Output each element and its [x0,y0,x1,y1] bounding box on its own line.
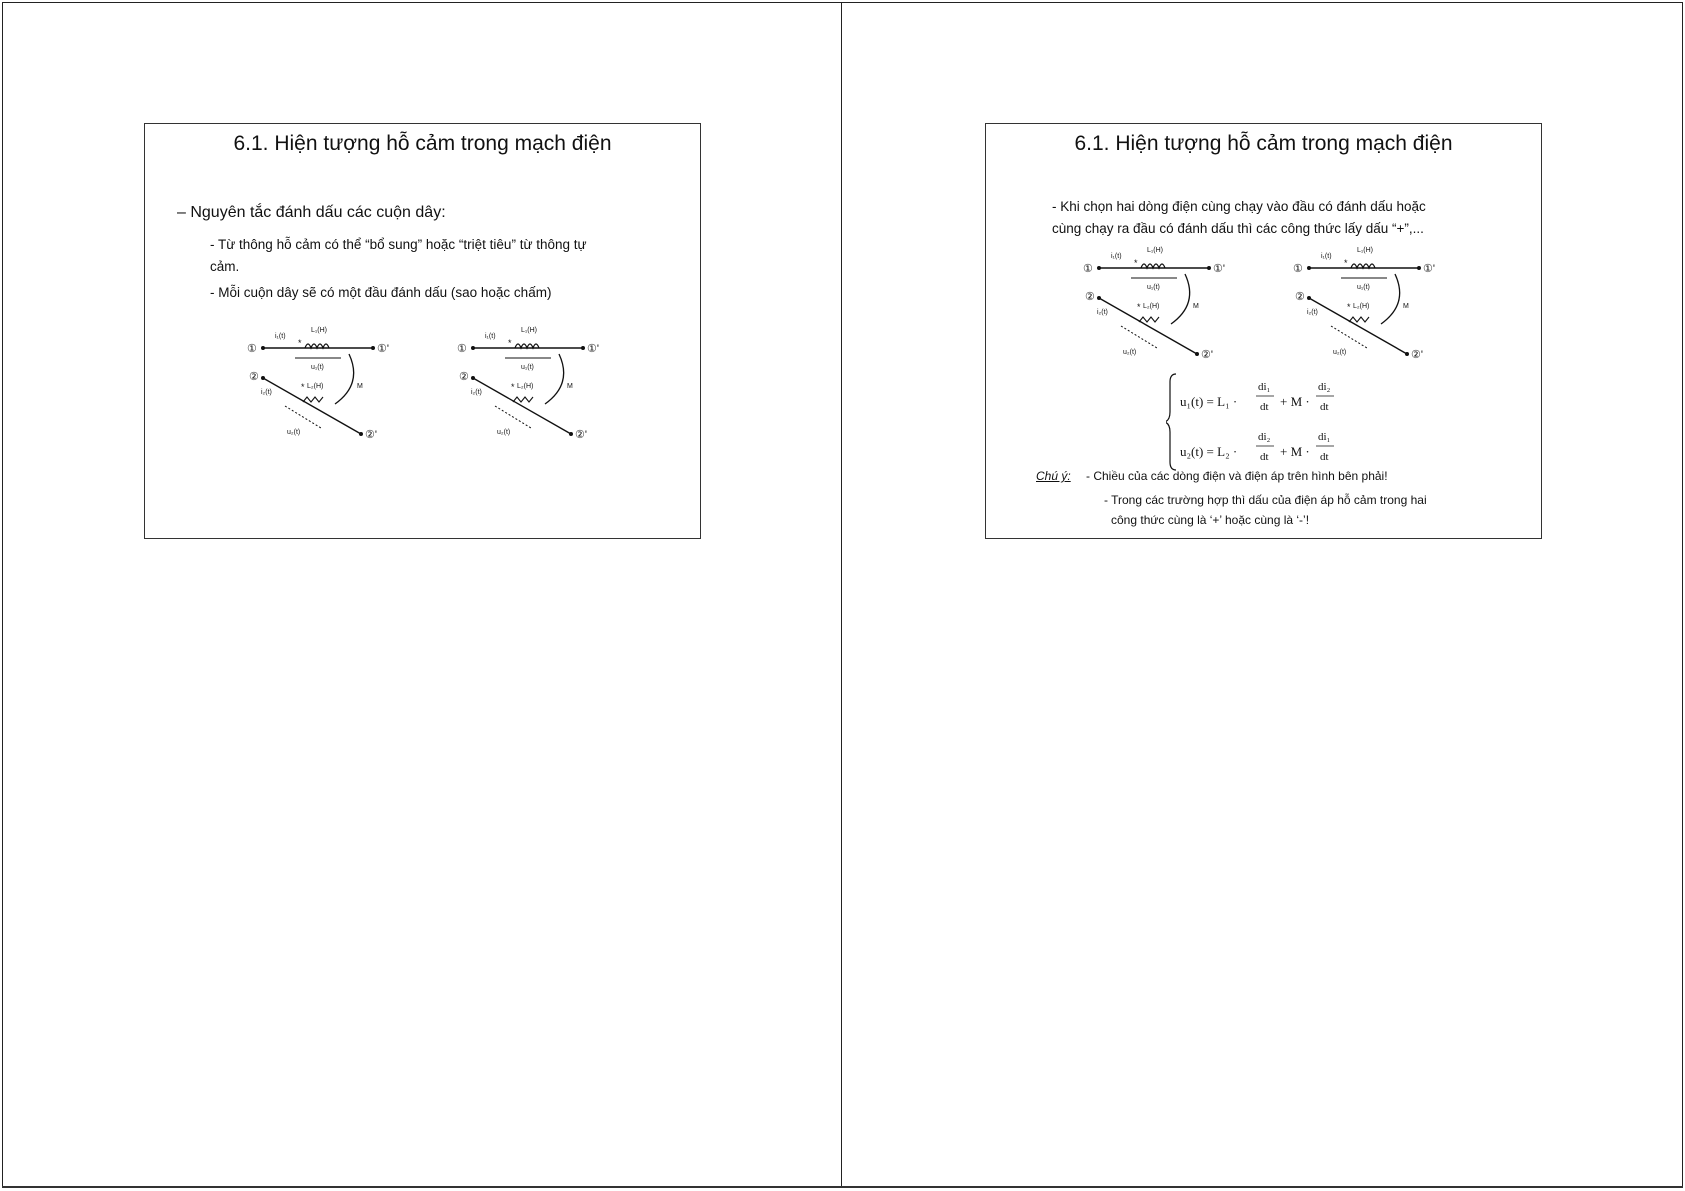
M-label: M [567,383,573,390]
L1-label: L₁(H) [1357,247,1373,254]
sub-bullet-1-line-2: cảm. [210,259,240,274]
node-2-label: ② [459,371,469,383]
slide-right [985,123,1542,539]
circuit-diagram-2 [455,324,605,444]
u1-label: u₁(t) [521,364,534,371]
u2-label: u₂(t) [497,429,511,436]
eq1-frac1-den: dt [1260,401,1269,413]
note-2-line-1: - Trong các trường hợp thì dấu của điện áp hỗ cảm trong hai [1104,493,1427,507]
u1-label: u₁(t) [311,364,324,371]
node-1p-label: ①' [377,343,389,355]
u1-label: u₁(t) [1147,284,1160,291]
i1-label: i₁(t) [275,333,286,340]
M-label: M [1193,303,1199,310]
slide-title: 6.1. Hiện tượng hỗ cảm trong mạch điện [233,132,612,155]
eq1-mid: + M · [1280,394,1310,409]
M-label: M [1403,303,1409,310]
L1-label: L₁(H) [311,327,327,334]
L2-label: L₂(H) [517,383,534,390]
node-2p-label: ②' [1411,349,1423,361]
node-1-label: ① [457,343,467,355]
node-1-label: ① [1293,263,1303,275]
svg-text:*: * [508,338,512,348]
eq2-frac2-den: dt [1320,451,1329,463]
node-1-label: ① [247,343,257,355]
intro-line-2: cùng chạy ra đầu có đánh dấu thì các công thức lấy dấu “+”,... [1052,221,1424,236]
intro-line-1: - Khi chọn hai dòng điện cùng chạy vào đầu có đánh dấu hoặc [1052,199,1426,214]
node-2-label: ② [1085,291,1095,303]
u2-label: u₂(t) [287,429,301,436]
i2-label: i₂(t) [261,389,272,396]
note-label: Chú ý: [1036,469,1071,483]
bullet-main: – Nguyên tắc đánh dấu các cuộn dây: [177,204,446,221]
node-2p-label: ②' [365,429,377,441]
eq1-lhs: u₁(t) = L₁ · [1180,394,1238,409]
svg-text:*: * [298,338,302,348]
mutual-inductance-formula [1166,368,1366,482]
i2-label: i₂(t) [1097,309,1108,316]
L2-label: L₂(H) [1353,303,1370,310]
page-divider [841,2,842,1188]
circuit-diagram-1 [245,324,395,444]
node-1p-label: ①' [1423,263,1435,275]
u1-label: u₁(t) [1357,284,1370,291]
node-2p-label: ②' [1201,349,1213,361]
slide-title: 6.1. Hiện tượng hỗ cảm trong mạch điện [1074,132,1453,155]
i2-label: i₂(t) [471,389,482,396]
i1-label: i₁(t) [1321,253,1332,260]
u2-label: u₂(t) [1333,349,1347,356]
svg-text:*: * [1137,302,1141,312]
node-2-label: ② [1295,291,1305,303]
L2-label: L₂(H) [1143,303,1160,310]
page-bottom-rule [2,1186,1683,1188]
circuit-diagram-3 [1081,244,1231,364]
eq1-frac2-num: di₂ [1318,381,1331,393]
node-1-label: ① [1083,263,1093,275]
note-1: - Chiều của các dòng điện và điện áp trên hình bên phải! [1086,469,1388,483]
svg-text:*: * [1344,258,1348,268]
eq1-frac2-den: dt [1320,401,1329,413]
i1-label: i₁(t) [1111,253,1122,260]
svg-text:*: * [1347,302,1351,312]
L2-label: L₂(H) [307,383,324,390]
eq2-lhs: u₂(t) = L₂ · [1180,444,1238,459]
M-label: M [357,383,363,390]
svg-text:*: * [511,382,515,392]
sub-bullet-2: - Mỗi cuộn dây sẽ có một đầu đánh dấu (sao hoặc chấm) [210,285,552,300]
sub-bullet-1-line-1: - Từ thông hỗ cảm có thể “bổ sung” hoặc “triệt tiêu” từ thông tự [210,237,587,252]
svg-text:*: * [1134,258,1138,268]
eq2-frac1-den: dt [1260,451,1269,463]
eq2-frac2-num: di₁ [1318,431,1331,443]
eq1-frac1-num: di₁ [1258,381,1271,393]
eq2-mid: + M · [1280,444,1310,459]
node-1p-label: ①' [1213,263,1225,275]
node-2p-label: ②' [575,429,587,441]
i2-label: i₂(t) [1307,309,1318,316]
u2-label: u₂(t) [1123,349,1137,356]
slide-left [144,123,701,539]
circuit-diagram-4 [1291,244,1441,364]
note-2-line-2: công thức cùng là ‘+’ hoặc cùng là ‘-’! [1111,513,1310,527]
svg-text:*: * [301,382,305,392]
node-2-label: ② [249,371,259,383]
node-1p-label: ①' [587,343,599,355]
L1-label: L₁(H) [1147,247,1163,254]
L1-label: L₁(H) [521,327,537,334]
i1-label: i₁(t) [485,333,496,340]
eq2-frac1-num: di₂ [1258,431,1271,443]
